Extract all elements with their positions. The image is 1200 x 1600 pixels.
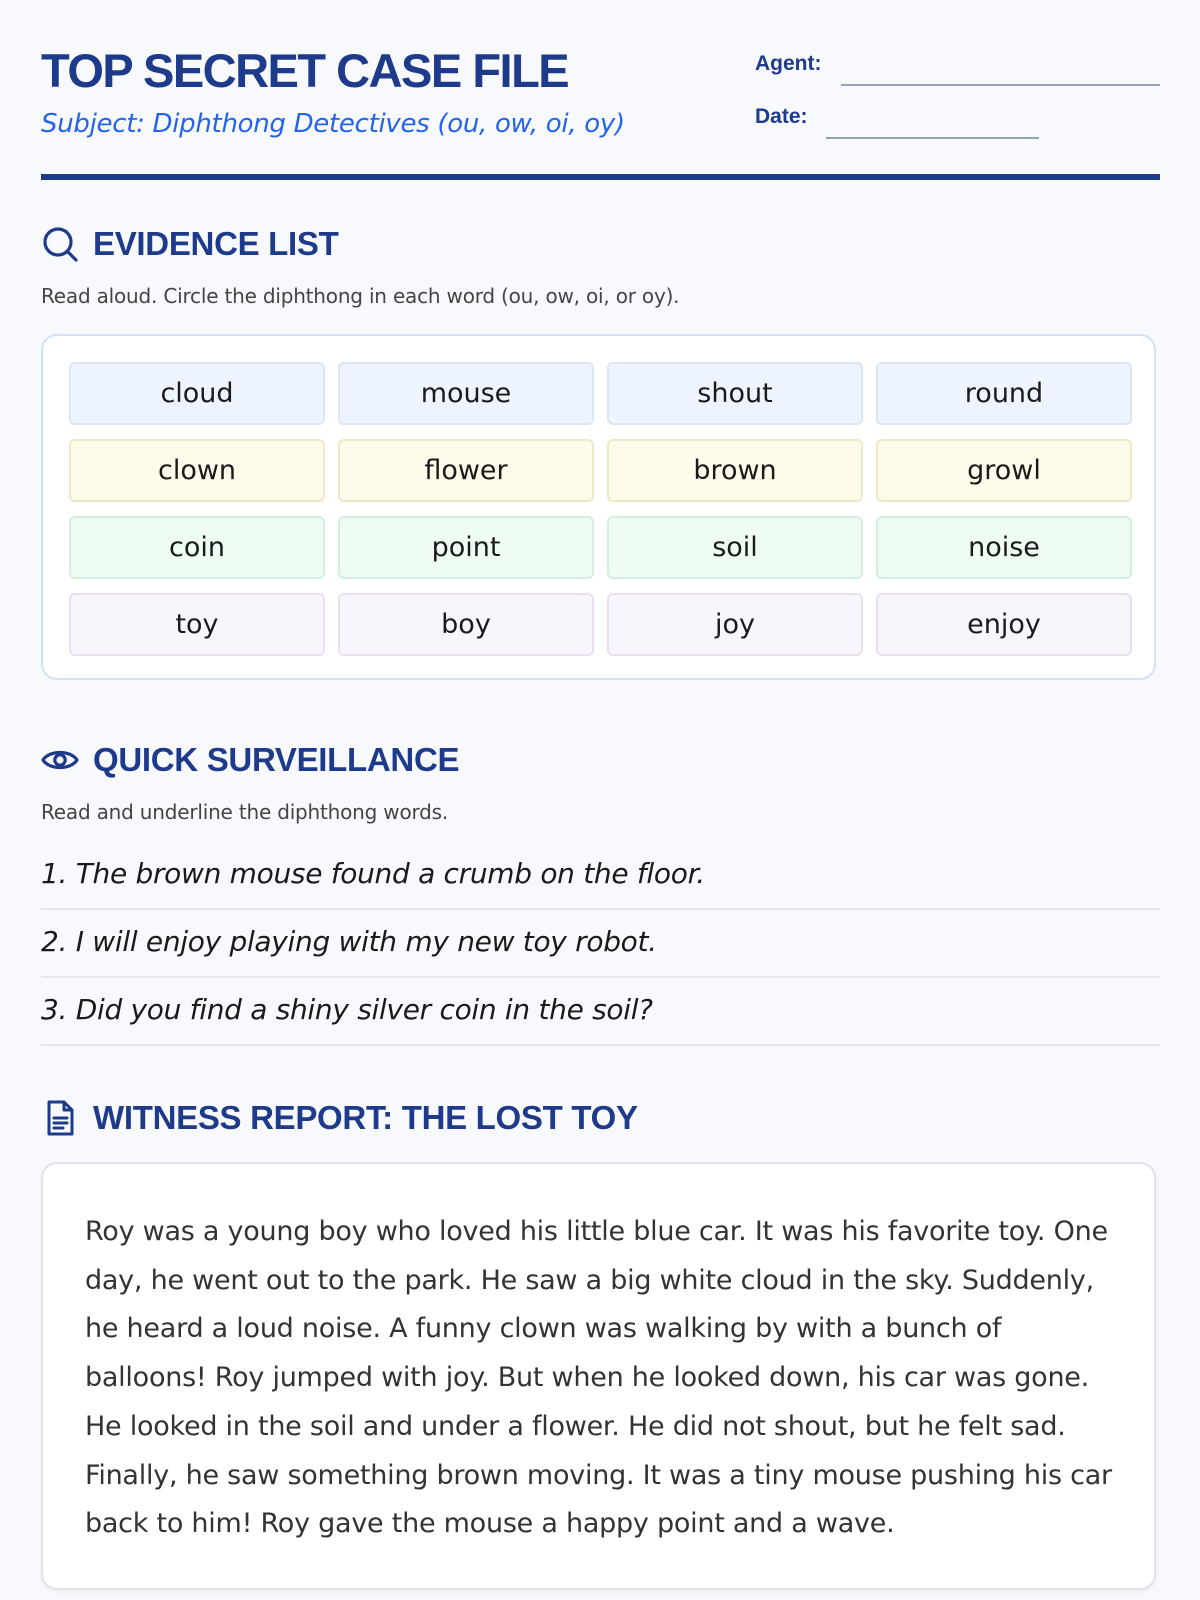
word-cell[interactable]: coin	[69, 516, 325, 579]
surveillance-section-heading	[41, 740, 459, 780]
surveillance-section-title: QUICK SURVEILLANCE	[93, 741, 460, 778]
surveillance-instruction: Read and underline the diphthong words.	[41, 800, 449, 824]
word-cell[interactable]: noise	[876, 516, 1132, 579]
magnifying-glass-icon	[41, 225, 79, 263]
page-title: TOP SECRET CASE FILE	[41, 44, 569, 97]
evidence-instruction: Read aloud. Circle the diphthong in each word (ou, ow, oi, or oy).	[41, 284, 680, 308]
evidence-section-heading	[41, 224, 338, 264]
date-label: Date:	[755, 105, 808, 128]
word-cell[interactable]: shout	[607, 362, 863, 425]
sentence-item[interactable]: 1. The brown mouse found a crumb on the floor.	[41, 842, 1160, 910]
case-file-header	[41, 0, 1160, 182]
date-blank-line[interactable]	[826, 137, 1039, 139]
agent-blank-line[interactable]	[841, 84, 1160, 86]
word-cell[interactable]: toy	[69, 593, 325, 656]
sentence-item[interactable]: 2. I will enjoy playing with my new toy robot.	[41, 910, 1160, 978]
word-cell[interactable]: enjoy	[876, 593, 1132, 656]
evidence-word-grid	[69, 362, 1132, 656]
witness-section-heading	[41, 1098, 638, 1138]
evidence-word-box	[41, 334, 1156, 680]
word-cell[interactable]: cloud	[69, 362, 325, 425]
word-cell[interactable]: boy	[338, 593, 594, 656]
worksheet-page	[41, 0, 1160, 1600]
word-cell[interactable]: joy	[607, 593, 863, 656]
word-cell[interactable]: flower	[338, 439, 594, 502]
evidence-section-title: EVIDENCE LIST	[93, 225, 339, 262]
witness-section-title: WITNESS REPORT: THE LOST TOY	[93, 1099, 638, 1136]
word-cell[interactable]: clown	[69, 439, 325, 502]
document-icon	[41, 1099, 79, 1137]
word-cell[interactable]: growl	[876, 439, 1132, 502]
page-subtitle: Subject: Diphthong Detectives (ou, ow, oi, oy)	[41, 109, 625, 139]
witness-story-box	[41, 1162, 1156, 1590]
word-cell[interactable]: point	[338, 516, 594, 579]
eye-icon	[41, 741, 79, 779]
word-cell[interactable]: soil	[607, 516, 863, 579]
story-paragraph: Roy was a young boy who loved his little blue car. It was his favorite toy. One day, he went out to the park. He saw a big white cloud in the sky. Suddenly, he heard a loud noise. A funny clown was walking by with a bunch of balloons! Roy jumped with joy. But when he looked down, his car was gone. He looked in the soil and under a flower. He did not shout, but he felt sad. Finally, he saw something brown moving. It was a tiny mouse pushing his car back to him! Roy gave the mouse a happy point and a wave.	[85, 1216, 1112, 1540]
word-cell[interactable]: brown	[607, 439, 863, 502]
word-cell[interactable]: round	[876, 362, 1132, 425]
sentence-item[interactable]: 3. Did you find a shiny silver coin in the soil?	[41, 978, 1160, 1046]
agent-label: Agent:	[755, 52, 822, 75]
header-divider	[41, 174, 1160, 180]
word-cell[interactable]: mouse	[338, 362, 594, 425]
